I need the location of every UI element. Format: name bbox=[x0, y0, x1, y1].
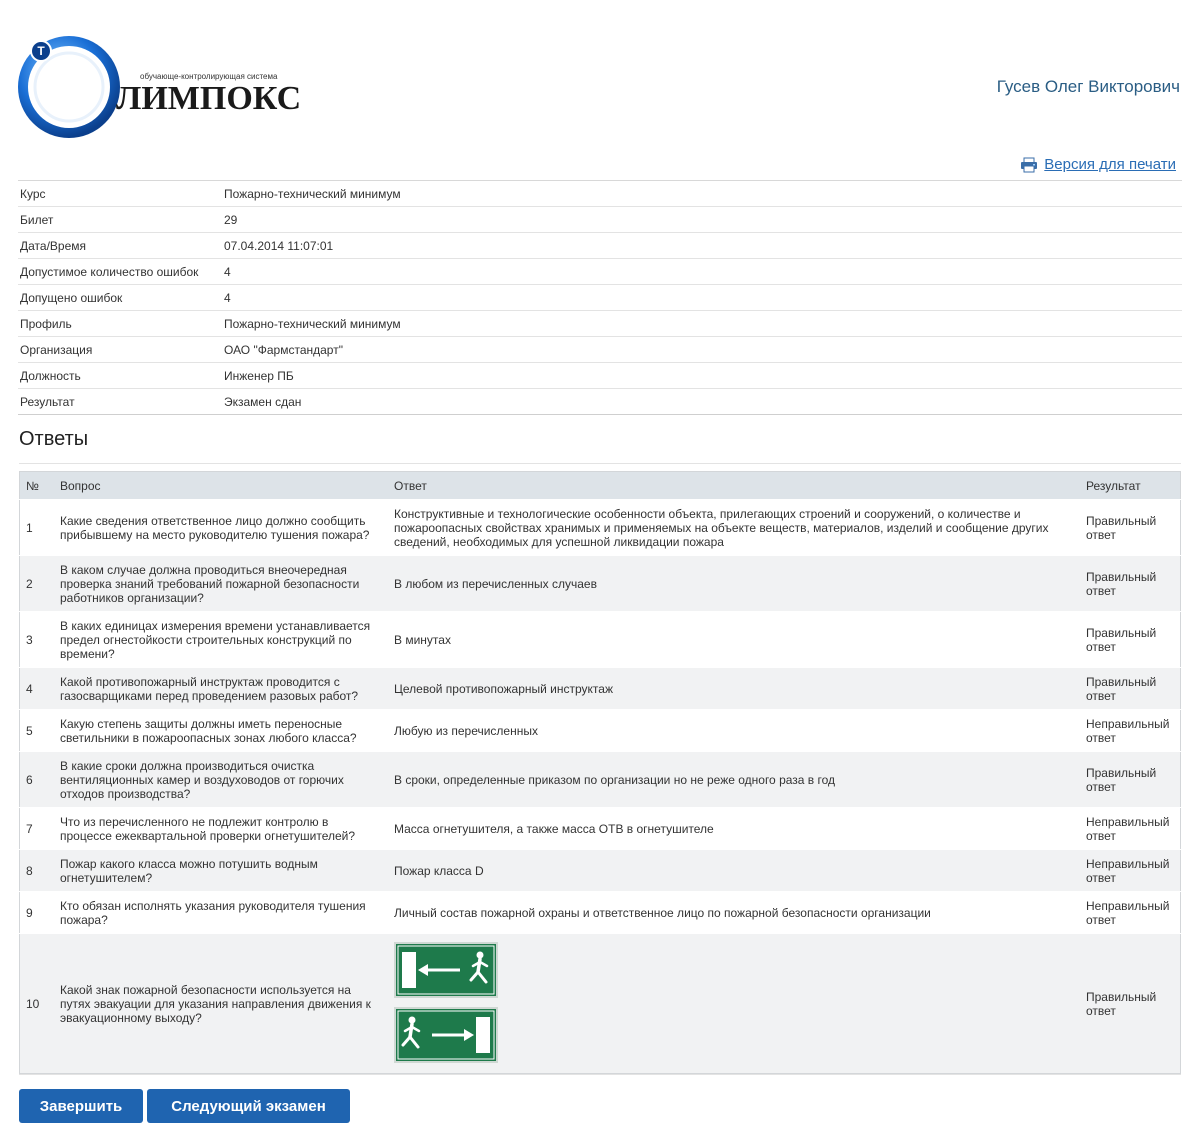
result-cell: Правильный ответ bbox=[1080, 500, 1181, 556]
row-number: 7 bbox=[20, 808, 55, 850]
info-value: Пожарно-технический минимум bbox=[222, 181, 1182, 207]
answer-cell: Конструктивные и технологические особенности объекта, прилегающих строений и сооружений, о количестве и пожароопасных свойствах хранимых и применяемых на объекте веществ, материалов, изделий и сообщение других сведений, необходимых для успешной ликвидации пожара bbox=[388, 500, 1080, 556]
table-row bbox=[20, 668, 1181, 710]
answer-cell bbox=[388, 934, 1080, 1074]
result-cell: Неправильный ответ bbox=[1080, 850, 1181, 892]
question-cell: В каких единицах измерения времени устанавливается предел огнестойкости строительных конструкций по времени? bbox=[54, 612, 388, 668]
answer-cell: В минутах bbox=[388, 612, 1080, 668]
row-number: 6 bbox=[20, 752, 55, 808]
svg-text:Т: Т bbox=[37, 44, 45, 58]
answer-cell: Целевой противопожарный инструктаж bbox=[388, 668, 1080, 710]
exit-signs bbox=[394, 938, 1074, 1070]
column-header-question: Вопрос bbox=[54, 472, 388, 500]
info-key: Профиль bbox=[18, 311, 222, 337]
info-row bbox=[18, 389, 1182, 415]
table-row bbox=[20, 556, 1181, 612]
exam-info-table bbox=[18, 180, 1182, 415]
row-number: 8 bbox=[20, 850, 55, 892]
result-cell: Неправильный ответ bbox=[1080, 808, 1181, 850]
question-cell: Кто обязан исполнять указания руководителя тушения пожара? bbox=[54, 892, 388, 934]
question-cell: Какие сведения ответственное лицо должно сообщить прибывшему на место руководителю тушения пожара? bbox=[54, 500, 388, 556]
question-cell: Какую степень защиты должны иметь переносные светильники в пожароопасных зонах любого класса? bbox=[54, 710, 388, 752]
answer-cell: В любом из перечисленных случаев bbox=[388, 556, 1080, 612]
result-cell: Неправильный ответ bbox=[1080, 710, 1181, 752]
question-cell: В какие сроки должна производиться очистка вентиляционных камер и воздуховодов от горючих отходов производства? bbox=[54, 752, 388, 808]
table-row bbox=[20, 808, 1181, 850]
info-row bbox=[18, 259, 1182, 285]
result-cell: Правильный ответ bbox=[1080, 668, 1181, 710]
logo-circle-icon bbox=[16, 34, 122, 140]
answers-table bbox=[19, 471, 1181, 1074]
info-key: Допущено ошибок bbox=[18, 285, 222, 311]
table-row bbox=[20, 934, 1181, 1074]
print-version-label: Версия для печати bbox=[1044, 156, 1176, 173]
table-row bbox=[20, 710, 1181, 752]
info-value: 07.04.2014 11:07:01 bbox=[222, 233, 1182, 259]
answer-cell: Личный состав пожарной охраны и ответственное лицо по пожарной безопасности организации bbox=[388, 892, 1080, 934]
info-value: Пожарно-технический минимум bbox=[222, 311, 1182, 337]
divider bbox=[19, 463, 1181, 464]
answers-header-row bbox=[20, 472, 1181, 500]
exit-sign-left-icon bbox=[394, 942, 1074, 1001]
answer-cell: Любую из перечисленных bbox=[388, 710, 1080, 752]
column-header-num: № bbox=[20, 472, 55, 500]
info-value: 29 bbox=[222, 207, 1182, 233]
column-header-answer: Ответ bbox=[388, 472, 1080, 500]
row-number: 10 bbox=[20, 934, 55, 1074]
result-cell: Правильный ответ bbox=[1080, 752, 1181, 808]
printer-icon bbox=[1020, 157, 1038, 173]
result-status: Экзамен сдан bbox=[222, 389, 1182, 415]
info-key: Допустимое количество ошибок bbox=[18, 259, 222, 285]
table-row bbox=[20, 612, 1181, 668]
user-name: Гусев Олег Викторович bbox=[996, 77, 1180, 96]
result-cell: Неправильный ответ bbox=[1080, 892, 1181, 934]
result-cell: Правильный ответ bbox=[1080, 612, 1181, 668]
info-row bbox=[18, 233, 1182, 259]
row-number: 2 bbox=[20, 556, 55, 612]
answer-cell: Пожар класса D bbox=[388, 850, 1080, 892]
row-number: 3 bbox=[20, 612, 55, 668]
table-row bbox=[20, 752, 1181, 808]
logo-subtitle: обучающе-контролирующая система bbox=[140, 72, 278, 81]
info-key: Организация bbox=[18, 337, 222, 363]
info-value: 4 bbox=[222, 259, 1182, 285]
info-key: Должность bbox=[18, 363, 222, 389]
info-value: ОАО "Фармстандарт" bbox=[222, 337, 1182, 363]
exit-sign-right-icon bbox=[394, 1007, 1074, 1066]
answer-cell: Масса огнетушителя, а также масса ОТВ в огнетушителе bbox=[388, 808, 1080, 850]
column-header-result: Результат bbox=[1080, 472, 1181, 500]
info-row bbox=[18, 181, 1182, 207]
question-cell: Пожар какого класса можно потушить водным огнетушителем? bbox=[54, 850, 388, 892]
info-key: Дата/Время bbox=[18, 233, 222, 259]
divider bbox=[19, 1074, 1181, 1075]
info-row bbox=[18, 311, 1182, 337]
info-value: Инженер ПБ bbox=[222, 363, 1182, 389]
logo bbox=[16, 34, 316, 144]
info-key: Билет bbox=[18, 207, 222, 233]
answers-title: Ответы bbox=[19, 428, 89, 450]
table-row bbox=[20, 850, 1181, 892]
question-cell: Какой знак пожарной безопасности используется на путях эвакуации для указания направления движения к эвакуационному выходу? bbox=[54, 934, 388, 1074]
result-cell: Правильный ответ bbox=[1080, 556, 1181, 612]
next-exam-button[interactable]: Следующий экзамен bbox=[147, 1089, 350, 1123]
print-version-link[interactable] bbox=[1020, 156, 1176, 173]
info-value: 4 bbox=[222, 285, 1182, 311]
table-row bbox=[20, 892, 1181, 934]
info-row bbox=[18, 363, 1182, 389]
question-cell: В каком случае должна проводиться внеочередная проверка знаний требований пожарной безопасности работников организации? bbox=[54, 556, 388, 612]
table-row bbox=[20, 500, 1181, 556]
row-number: 5 bbox=[20, 710, 55, 752]
info-row bbox=[18, 337, 1182, 363]
question-cell: Какой противопожарный инструктаж проводится с газосварщиками перед проведением разовых работ? bbox=[54, 668, 388, 710]
finish-button[interactable]: Завершить bbox=[19, 1089, 143, 1123]
answer-cell: В сроки, определенные приказом по организации но не реже одного раза в год bbox=[388, 752, 1080, 808]
question-cell: Что из перечисленного не подлежит контролю в процессе ежеквартальной проверки огнетушителей? bbox=[54, 808, 388, 850]
row-number: 9 bbox=[20, 892, 55, 934]
info-key: Курс bbox=[18, 181, 222, 207]
row-number: 4 bbox=[20, 668, 55, 710]
logo-name: ЛИМПОКС bbox=[116, 80, 302, 117]
row-number: 1 bbox=[20, 500, 55, 556]
info-row bbox=[18, 285, 1182, 311]
info-key: Результат bbox=[18, 389, 222, 415]
info-row bbox=[18, 207, 1182, 233]
result-cell: Правильный ответ bbox=[1080, 934, 1181, 1074]
